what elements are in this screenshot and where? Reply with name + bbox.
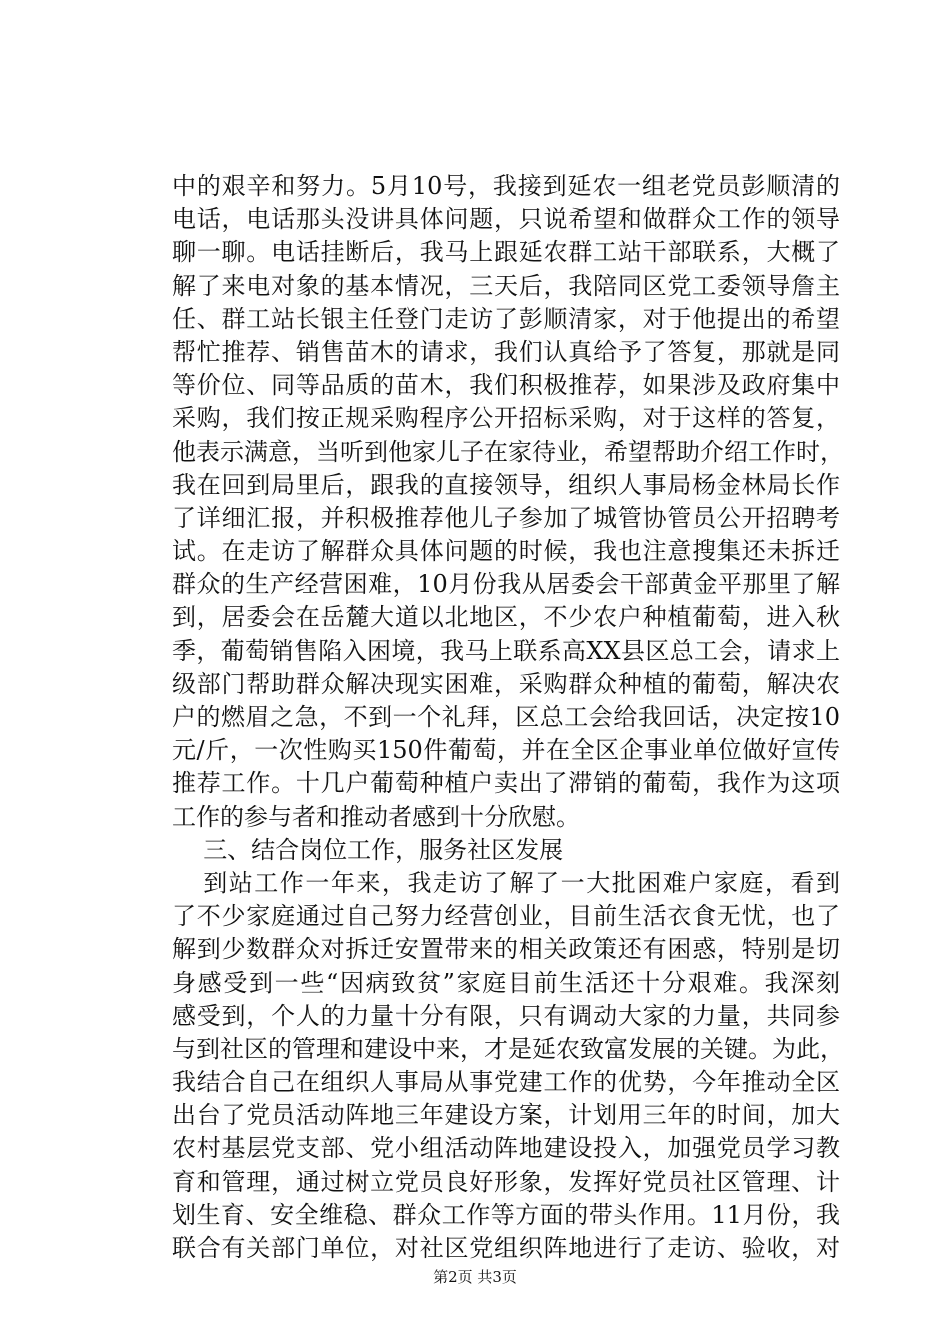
paragraph-continued [172,170,844,834]
text-line: 聊一聊。电话挂断后，我马上跟延农群工站干部联系，大概了 [172,238,840,267]
page-number-footer: 第2页 共3页 [433,1268,517,1286]
section-heading: 三、结合岗位工作，服务社区发展 [203,835,564,864]
text-line: 级部门帮助群众解决现实困难，采购群众种植的葡萄，解决农 [172,669,840,698]
text-line: 了不少家庭通过自己努力经营创业，目前生活衣食无忧，也了 [172,902,840,931]
text-line: 季，葡萄销售陷入困境，我马上联系高XX县区总工会，请求上 [172,636,840,665]
text-line: 到站工作一年来，我走访了解了一大批困难户家庭，看到 [203,868,840,897]
text-line: 感受到，个人的力量十分有限，只有调动大家的力量，共同参 [172,1001,840,1030]
text-line: 我在回到局里后，跟我的直接领导，组织人事局杨金林局长作 [172,470,840,499]
text-line: 他表示满意，当听到他家儿子在家待业，希望帮助介绍工作时， [172,437,844,466]
text-line: 元/斤，一次性购买150件葡萄，并在全区企事业单位做好宣传 [172,736,840,765]
text-line: 农村基层党支部、党小组活动阵地建设投入，加强党员学习教 [172,1134,840,1163]
text-line: 解了来电对象的基本情况，三天后，我陪同区党工委领导詹主 [172,271,840,300]
text-line: 群众的生产经营困难，10月份我从居委会干部黄金平那里了解 [172,570,840,599]
text-line: 工作的参与者和推动者感到十分欣慰。 [172,802,580,831]
text-line: 划生育、安全维稳、群众工作等方面的带头作用。11月份，我 [172,1200,840,1229]
text-line: 身感受到一些“因病致贫”家庭目前生活还十分艰难。我深刻 [172,968,840,997]
text-line: 我结合自己在组织人事局从事党建工作的优势，今年推动全区 [172,1068,840,1097]
text-line: 出台了党员活动阵地三年建设方案，计划用三年的时间，加大 [172,1101,840,1130]
text-line: 与到社区的管理和建设中来，才是延农致富发展的关键。为此， [172,1034,844,1063]
document-body [172,170,844,1265]
text-line: 等价位、同等品质的苗木，我们积极推荐，如果涉及政府集中 [172,371,840,400]
text-line: 帮忙推荐、销售苗木的请求，我们认真给予了答复，那就是同 [172,337,840,366]
text-line: 联合有关部门单位，对社区党组织阵地进行了走访、验收，对 [172,1234,840,1262]
text-line: 了详细汇报，并积极推荐他儿子参加了城管协管员公开招聘考 [172,503,840,532]
text-line: 中的艰辛和努力。5月10号，我接到延农一组老党员彭顺清的 [172,172,840,200]
text-line: 推荐工作。十几户葡萄种植户卖出了滞销的葡萄，我作为这项 [172,769,840,798]
text-line: 到，居委会在岳麓大道以北地区，不少农户种植葡萄，进入秋 [172,603,840,632]
text-line: 任、群工站长银主任登门走访了彭顺清家，对于他提出的希望 [172,304,840,333]
text-line: 试。在走访了解群众具体问题的时候，我也注意搜集还未拆迁 [172,537,840,566]
text-line: 电话，电话那头没讲具体问题，只说希望和做群众工作的领导 [172,205,840,234]
text-line: 户的燃眉之急，不到一个礼拜，区总工会给我回话，决定按10 [172,703,840,731]
text-line: 采购，我们按正规采购程序公开招标采购，对于这样的答复， [172,404,840,433]
text-line: 育和管理，通过树立党员良好形象，发挥好党员社区管理、计 [172,1167,840,1196]
paragraph-section-3 [172,867,844,1265]
text-line: 解到少数群众对拆迁安置带来的相关政策还有困惑，特别是切 [172,935,840,964]
